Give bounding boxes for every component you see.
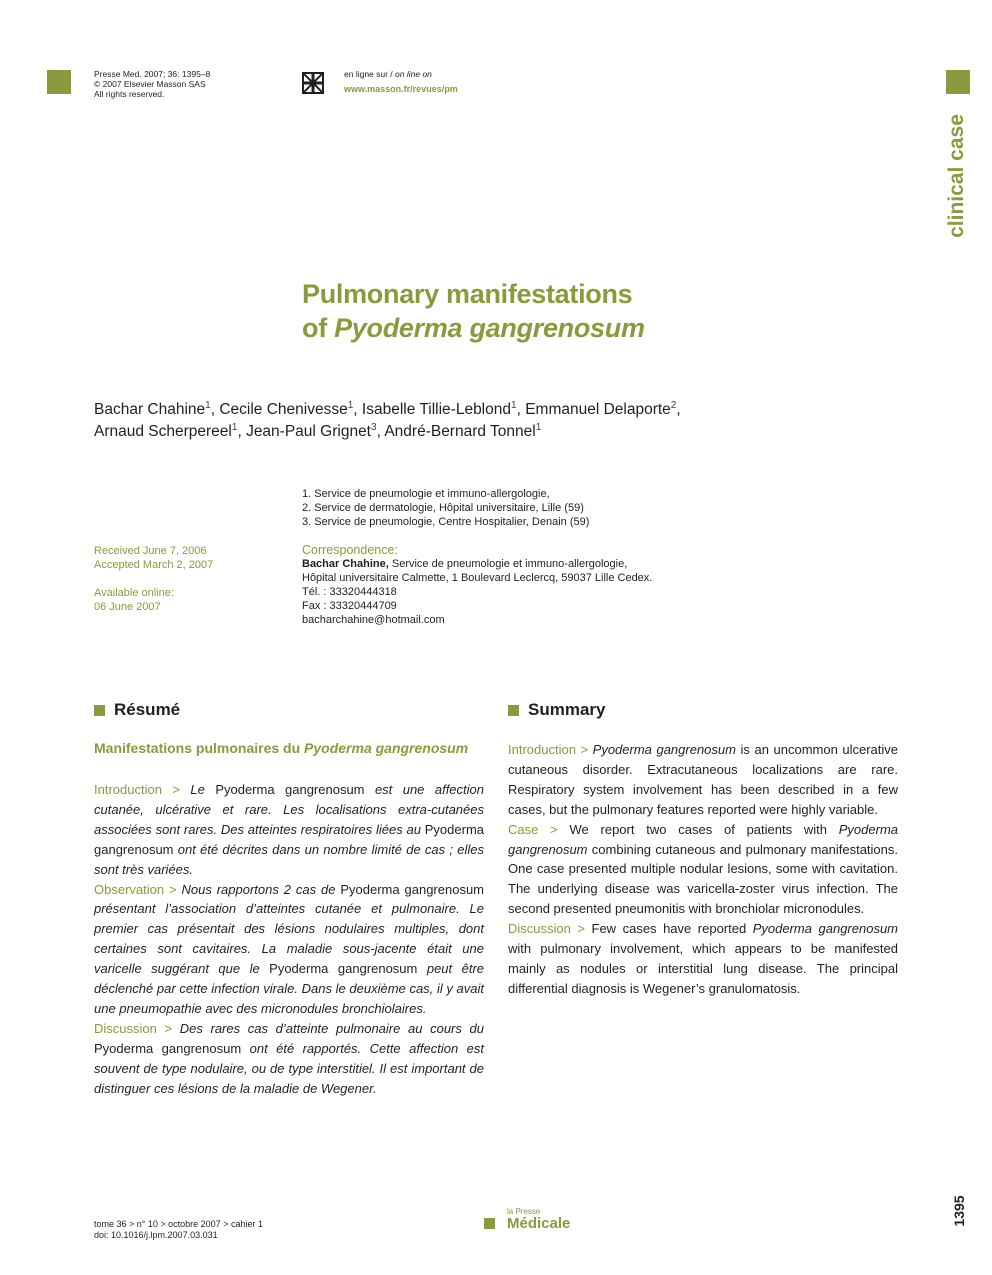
journal-logo: la Presse Médicale xyxy=(484,1208,570,1231)
issue-info: tome 36 > n° 10 > octobre 2007 > cahier 1 xyxy=(94,1219,263,1229)
affiliation-item: 2. Service de dermatologie, Hôpital universitaire, Lille (59) xyxy=(302,502,584,514)
corner-square-right xyxy=(946,70,970,94)
author-name: André-Bernard Tonnel xyxy=(384,423,536,440)
affiliation-marker: 1 xyxy=(347,399,354,411)
available-date: 06 June 2007 xyxy=(94,601,161,613)
union-jack-flag-icon xyxy=(302,72,324,94)
journal-reference: Presse Med. 2007; 36: 1395–8 © 2007 Elsevier Masson SAS All rights reserved. xyxy=(94,69,211,99)
correspondence-block: Correspondence: Bachar Chahine, Service de pneumologie et immuno-allergologie, Hôpital universitaire Calmette, 1 Boulevard Leclercq, 59037 Lille Cedex. Tél. : 33320444318 Fax : 33320444709 bacharchahine@hotmail.com xyxy=(302,543,653,626)
author-name: Emmanuel Delaporte xyxy=(525,401,671,418)
correspondence-tel: Tél. : 33320444318 xyxy=(302,586,397,598)
journal-url-link[interactable]: www.masson.fr/revues/pm xyxy=(344,84,458,94)
affiliation-marker: 1 xyxy=(205,399,211,411)
corner-square-left xyxy=(47,70,71,94)
resume-observation: Observation > Nous rapportons 2 cas de Pyoderma gangrenosum présentant l’association d’atteintes cutanée et pulmonaire. Le premier cas présentait des lésions nodulaires multiples, dont certaines sont cavitaires. La maladie sous-jacente était une varicelle suggérant que le Pyoderma gangrenosum peut être déclenché par cette infection virale. Dans le deuxième cas, il y avait une pneumopathie avec des micronodules bronchiolaires. xyxy=(94,881,484,1016)
correspondence-email[interactable]: bacharchahine@hotmail.com xyxy=(302,614,445,626)
resume-introduction: Introduction > Le Pyoderma gangrenosum est une affection cutanée, ulcérative et rare. Les localisations extra-cutanées associées sont rares. Des atteintes respiratoires liées au Pyoderma gangrenosum ont été décrites dans un nombre limité de cas ; elles sont très variées. xyxy=(94,782,484,877)
section-label: Discussion > xyxy=(508,921,592,937)
affiliation-marker: 2 xyxy=(670,399,677,411)
correspondence-fax: Fax : 33320444709 xyxy=(302,600,397,612)
summary-body xyxy=(508,740,898,999)
section-label: Case > xyxy=(508,821,570,837)
affiliation-item: 3. Service de pneumologie, Centre Hospitalier, Denain (59) xyxy=(302,516,590,528)
affiliation-marker: 1 xyxy=(231,421,238,433)
article-title: Pulmonary manifestations of Pyoderma gangrenosum xyxy=(302,279,645,343)
affiliation-marker: 1 xyxy=(535,421,542,433)
summary-discussion: Discussion > Few cases have reported Pyoderma gangrenosum with pulmonary involvement, which appears to be manifested mainly as nodules or interstitial lung disease. The principal differential diagnosis is Wegener’s granulomatosis. xyxy=(508,921,899,996)
section-label: Observation > xyxy=(94,881,182,897)
heading-square-icon xyxy=(508,705,519,716)
summary-case: Case > We report two cases of patients with Pyoderma gangrenosum combining cutaneous and pulmonary manifestations. One case presented multiple nodular lesions, some with cavitation. The underlying disease was varicella-zoster virus infection. The second presented pneumonitis with bronchiolar micronodules. xyxy=(508,821,898,917)
affiliation-list xyxy=(302,487,589,529)
received-date: Received June 7, 2006 xyxy=(94,545,207,557)
section-label: Introduction > xyxy=(94,782,191,797)
section-label: Discussion > xyxy=(94,1020,180,1036)
logo-square-icon xyxy=(484,1218,495,1229)
author-name: Isabelle Tillie-Leblond xyxy=(361,401,511,418)
resume-subtitle: Manifestations pulmonaires du Pyoderma gangrenosum xyxy=(94,740,469,756)
article-dates xyxy=(94,544,213,614)
author-name: Arnaud Scherpereel xyxy=(94,423,232,440)
section-label: Introduction > xyxy=(508,742,593,757)
footer-reference xyxy=(94,1219,263,1241)
affiliation-marker: 3 xyxy=(371,421,377,433)
accepted-date: Accepted March 2, 2007 xyxy=(94,559,214,571)
author-name: Bachar Chahine xyxy=(94,401,206,418)
online-availability-text: en ligne sur / on line on xyxy=(344,69,432,79)
summary-heading: Summary xyxy=(508,700,605,720)
doi[interactable]: doi: 10.1016/j.lpm.2007.03.031 xyxy=(94,1230,218,1240)
section-tag: clinical case xyxy=(945,113,968,238)
affiliation-item: 1. Service de pneumologie et immuno-allergologie, xyxy=(302,488,550,500)
correspondence-heading: Correspondence: xyxy=(302,543,398,557)
heading-square-icon xyxy=(94,705,105,716)
available-label: Available online: xyxy=(94,587,174,599)
summary-introduction: Introduction > Pyoderma gangrenosum is an uncommon ulcerative cutaneous disorder. Extracutaneous localizations are rare. Respiratory system involvement has been described in a few cases, but the pulmonary features reported were highly variable. xyxy=(508,742,899,817)
author-list: Bachar Chahine$^1$, Cecile Chenivesse$^1$, Isabelle Tillie-Leblond$^1$, Emmanuel Delaporte$^2$, Arnaud Scherpereel$^1$, Jean-Paul Grignet$^3$, André-Bernard Tonnel$^1$ xyxy=(94,399,681,440)
author-name: Jean-Paul Grignet xyxy=(246,423,371,440)
resume-heading: Résumé xyxy=(94,700,180,720)
resume-discussion: Discussion > Des rares cas d’atteinte pulmonaire au cours du Pyoderma gangrenosum ont été rapportés. Cette affection est souvent de type nodulaire, ou de type interstitiel. Il est important de distinguer ces lésions de la maladie de Wegener. xyxy=(94,1020,485,1096)
correspondent-name: Bachar Chahine, xyxy=(302,558,389,570)
resume-body xyxy=(94,780,484,1099)
author-name: Cecile Chenivesse xyxy=(219,401,348,418)
correspondence-address: Hôpital universitaire Calmette, 1 Boulevard Leclercq, 59037 Lille Cedex. xyxy=(302,572,653,584)
affiliation-marker: 1 xyxy=(511,399,517,411)
page-number: 1395 xyxy=(951,1195,967,1227)
